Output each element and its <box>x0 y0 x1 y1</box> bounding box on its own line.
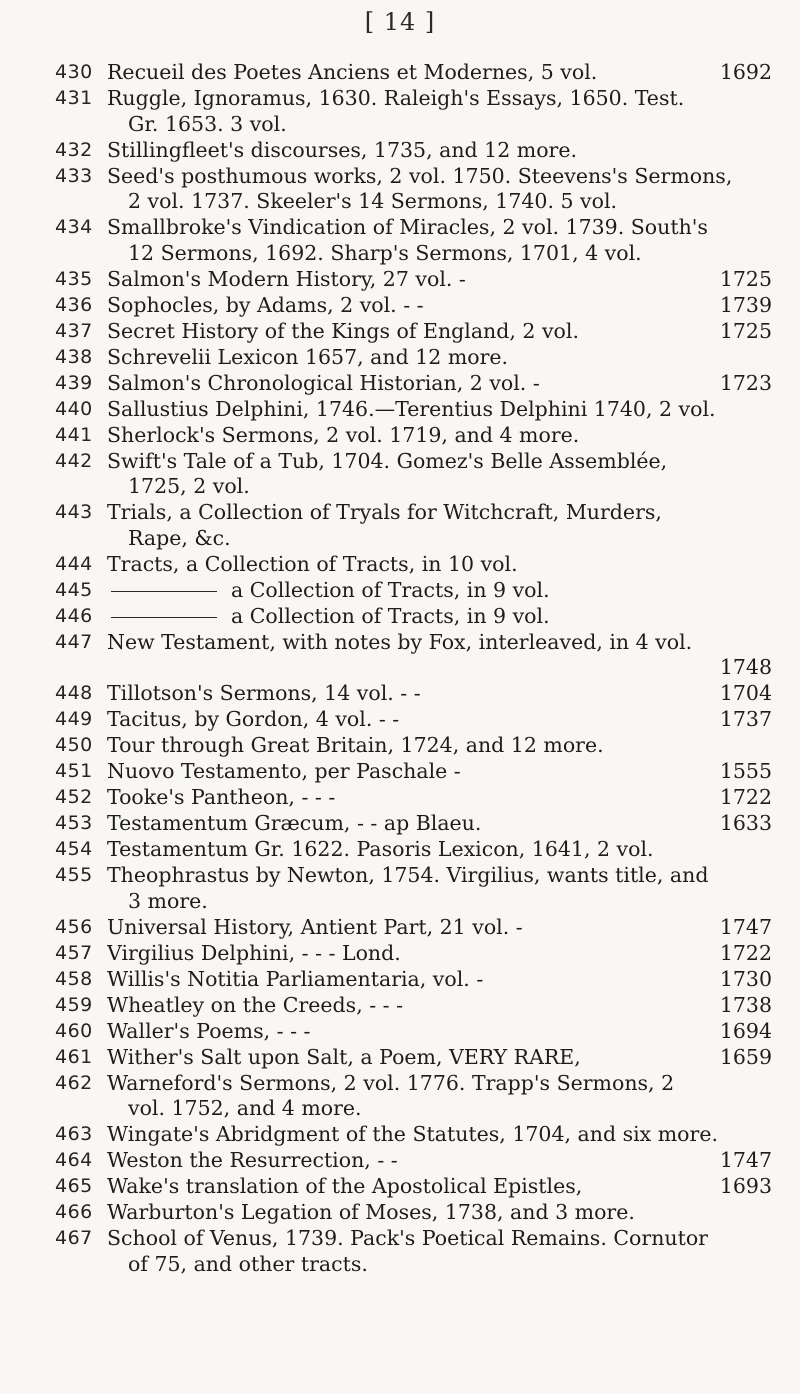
catalogue-entry <box>0 293 800 319</box>
entry-title <box>107 552 772 578</box>
entry-text: 12 Sermons, 1692. Sharp's Sermons, 1701, 4 vol. <box>128 240 642 265</box>
lot-number: 453 <box>55 812 93 834</box>
entry-title <box>107 1148 772 1174</box>
entry-title <box>107 1174 772 1200</box>
catalogue-entry <box>0 1174 800 1200</box>
entry-title <box>107 1200 772 1226</box>
catalogue-entry <box>0 371 800 397</box>
catalogue-entry <box>0 1019 800 1045</box>
lot-number: 430 <box>55 61 93 83</box>
entry-title <box>107 319 772 345</box>
entry-text: Gr. 1653. 3 vol. <box>128 111 287 136</box>
page-number: [ 14 ] <box>364 8 436 36</box>
entry-text: Seed's posthumous works, 2 vol. 1750. Steevens's Sermons, <box>107 163 733 188</box>
entry-text: Wheatley on the Creeds, - - - <box>107 992 404 1017</box>
entry-text: Sallustius Delphini, 1746.—Terentius Delphini 1740, 2 vol. <box>107 396 716 421</box>
entry-continuation <box>128 1096 772 1122</box>
entry-continuation <box>128 1252 772 1278</box>
catalogue-entry <box>0 397 800 423</box>
catalogue-entry <box>0 785 800 811</box>
lot-number: 439 <box>55 371 93 394</box>
entry-date: 1730 <box>714 967 772 993</box>
entry-title <box>107 759 772 785</box>
entry-date: 1725 <box>714 319 772 345</box>
catalogue-entry <box>0 578 800 604</box>
lot-number: 433 <box>55 164 93 187</box>
entry-text: Nuovo Testamento, per Paschale - <box>107 759 461 783</box>
lot-number: 452 <box>55 786 93 808</box>
entry-continuation <box>128 189 772 215</box>
entry-text: Tacitus, by Gordon, 4 vol. - - <box>107 707 400 731</box>
lot-number: 443 <box>55 501 93 523</box>
lot-number: 465 <box>55 1175 93 1197</box>
entry-text: Smallbroke's Vindication of Miracles, 2 vol. 1739. South's <box>107 215 708 239</box>
entry-date: 1738 <box>714 993 772 1019</box>
entry-text: 3 more. <box>128 888 208 913</box>
entry-title <box>107 345 772 371</box>
entry-title <box>107 1045 772 1071</box>
catalogue-entry <box>0 993 800 1019</box>
entry-text: Recueil des Poetes Anciens et Modernes, 5 vol. <box>107 60 598 84</box>
catalogue-entry <box>0 1122 800 1148</box>
entry-text: Wingate's Abridgment of the Statutes, 1704, and six more. <box>107 1122 718 1146</box>
catalogue-entry <box>0 733 800 759</box>
entry-text: Swift's Tale of a Tub, 1704. Gomez's Belle Assemblée, <box>107 448 668 473</box>
catalogue-entry <box>0 630 800 681</box>
entry-text: Tracts, a Collection of Tracts, in 10 vol. <box>107 551 518 576</box>
entry-title <box>107 681 772 707</box>
catalogue-entry <box>0 759 800 785</box>
entry-text: Secret History of the Kings of England, 2 vol. <box>107 318 579 343</box>
catalogue-entry <box>0 941 800 967</box>
entry-text: Testamentum Gr. 1622. Pasoris Lexicon, 1641, 2 vol. <box>107 837 654 861</box>
entry-text: Warburton's Legation of Moses, 1738, and 3 more. <box>107 1200 635 1224</box>
entry-text: vol. 1752, and 4 more. <box>128 1096 362 1120</box>
catalogue-entry <box>0 1045 800 1071</box>
entry-title <box>107 423 772 449</box>
entry-title <box>107 941 772 967</box>
entry-date-line <box>128 655 772 681</box>
entry-date: 1737 <box>714 707 772 733</box>
catalogue-entry <box>0 164 800 215</box>
entry-date: 1725 <box>714 267 772 293</box>
catalogue-entry <box>0 319 800 345</box>
catalogue-entry <box>0 552 800 578</box>
entry-date: 1722 <box>714 785 772 811</box>
entry-text: Waller's Poems, - - - <box>107 1018 311 1043</box>
entry-title <box>107 1122 772 1148</box>
catalogue-entry <box>0 863 800 914</box>
entry-text: Weston the Resurrection, - - <box>107 1148 398 1172</box>
catalogue-entry <box>0 267 800 293</box>
entry-text: Willis's Notitia Parliamentaria, vol. - <box>107 966 484 991</box>
entry-text: Salmon's Modern History, 27 vol. - <box>107 266 466 291</box>
entry-text: of 75, and other tracts. <box>128 1251 368 1276</box>
entry-date: 1747 <box>714 915 772 941</box>
entry-date: 1693 <box>714 1174 772 1200</box>
lot-number: 446 <box>55 604 93 627</box>
lot-number: 440 <box>55 397 93 420</box>
lot-number: 461 <box>55 1045 93 1068</box>
entry-text: School of Venus, 1739. Pack's Poetical Remains. Cornutor <box>107 1226 708 1250</box>
entry-continuation <box>128 889 772 915</box>
entry-continuation <box>128 474 772 500</box>
entry-title <box>107 707 772 733</box>
entry-date: 1747 <box>714 1148 772 1174</box>
entry-text: Wake's translation of the Apostolical Epistles, <box>107 1174 583 1198</box>
entry-title <box>107 967 772 993</box>
catalogue-entry <box>0 86 800 137</box>
entry-date: 1722 <box>714 941 772 967</box>
catalogue-entry <box>0 1200 800 1226</box>
catalogue-entries <box>0 60 800 1278</box>
entry-date: 1555 <box>714 759 772 785</box>
lot-number: 450 <box>55 734 93 756</box>
catalogue-entry <box>0 1071 800 1122</box>
catalogue-entry <box>0 604 800 630</box>
entry-title <box>107 449 772 475</box>
entry-continuation <box>128 241 772 267</box>
entry-text: Tour through Great Britain, 1724, and 12 more. <box>107 733 604 757</box>
entry-text: Universal History, Antient Part, 21 vol. - <box>107 914 523 939</box>
lot-number: 462 <box>55 1071 93 1094</box>
entry-title <box>107 604 772 630</box>
entry-text: 2 vol. 1737. Skeeler's 14 Sermons, 1740. 5 vol. <box>128 189 618 213</box>
lot-number: 455 <box>55 864 93 886</box>
ditto-rule <box>111 617 217 618</box>
entry-text: a Collection of Tracts, in 9 vol. <box>231 603 550 628</box>
lot-number: 435 <box>55 267 93 290</box>
catalogue-entry <box>0 1148 800 1174</box>
entry-title <box>107 215 772 241</box>
entry-title <box>107 397 772 423</box>
entry-text: 1725, 2 vol. <box>128 474 250 498</box>
entry-text: Wither's Salt upon Salt, a Poem, VERY RARE, <box>107 1044 581 1069</box>
entry-title <box>107 267 772 293</box>
entry-text: a Collection of Tracts, in 9 vol. <box>231 577 550 602</box>
lot-number: 434 <box>55 216 93 238</box>
entry-text: New Testament, with notes by Fox, interleaved, in 4 vol. <box>107 629 693 654</box>
ditto-rule <box>111 591 217 592</box>
entry-title <box>107 993 772 1019</box>
catalogue-entry <box>0 1226 800 1277</box>
catalogue-entry <box>0 423 800 449</box>
entry-date: 1633 <box>714 811 772 837</box>
entry-text: Sherlock's Sermons, 2 vol. 1719, and 4 more. <box>107 422 580 447</box>
entry-title <box>107 371 772 397</box>
lot-number: 436 <box>55 293 93 316</box>
entry-text: Ruggle, Ignoramus, 1630. Raleigh's Essays, 1650. Test. <box>107 86 685 110</box>
entry-date: 1692 <box>714 60 772 86</box>
entry-text: Trials, a Collection of Tryals for Witchcraft, Murders, <box>107 500 662 524</box>
lot-number: 460 <box>55 1019 93 1042</box>
entry-text: Rape, &c. <box>128 525 231 550</box>
catalogue-entry <box>0 915 800 941</box>
catalogue-entry <box>0 500 800 551</box>
entry-title <box>107 138 772 164</box>
lot-number: 451 <box>55 760 93 782</box>
entry-date: 1723 <box>714 371 772 397</box>
entry-text: Virgilius Delphini, - - - Lond. <box>107 940 401 965</box>
catalogue-entry <box>0 449 800 500</box>
entry-text: Schrevelii Lexicon 1657, and 12 more. <box>107 344 509 369</box>
entry-date: 1704 <box>714 681 772 707</box>
entry-title <box>107 837 772 863</box>
entry-text: Testamentum Græcum, - - ap Blaeu. <box>107 811 482 835</box>
lot-number: 441 <box>55 423 93 446</box>
lot-number: 437 <box>55 319 93 342</box>
lot-number: 447 <box>55 630 93 653</box>
entry-title <box>107 915 772 941</box>
lot-number: 442 <box>55 449 93 472</box>
lot-number: 464 <box>55 1149 93 1171</box>
entry-text: Tooke's Pantheon, - - - <box>107 785 336 809</box>
entry-continuation <box>128 526 772 552</box>
catalogue-entry <box>0 837 800 863</box>
lot-number: 466 <box>55 1201 93 1223</box>
lot-number: 458 <box>55 967 93 990</box>
entry-title <box>107 293 772 319</box>
catalogue-entry <box>0 345 800 371</box>
entry-continuation <box>128 112 772 138</box>
lot-number: 445 <box>55 578 93 601</box>
entry-title <box>107 1071 772 1097</box>
entry-text: Tillotson's Sermons, 14 vol. - - <box>107 681 421 705</box>
entry-date: 1748 <box>714 655 772 681</box>
entry-text: Sophocles, by Adams, 2 vol. - - <box>107 292 424 317</box>
entry-title <box>107 630 772 656</box>
lot-number: 467 <box>55 1227 93 1249</box>
catalogue-entry <box>0 138 800 164</box>
lot-number: 449 <box>55 708 93 730</box>
lot-number: 459 <box>55 993 93 1016</box>
catalogue-entry <box>0 707 800 733</box>
catalogue-entry <box>0 215 800 266</box>
catalogue-entry <box>0 681 800 707</box>
lot-number: 448 <box>55 682 93 704</box>
lot-number: 457 <box>55 941 93 964</box>
lot-number: 463 <box>55 1123 93 1145</box>
entry-title <box>107 863 772 889</box>
entry-date: 1694 <box>714 1019 772 1045</box>
lot-number: 454 <box>55 838 93 860</box>
entry-title <box>107 60 772 86</box>
lot-number: 456 <box>55 915 93 938</box>
lot-number: 438 <box>55 345 93 368</box>
entry-text: Stillingfleet's discourses, 1735, and 12 more. <box>107 137 578 162</box>
entry-date: 1739 <box>714 293 772 319</box>
lot-number: 432 <box>55 138 93 161</box>
catalogue-entry <box>0 60 800 86</box>
entry-title <box>107 1019 772 1045</box>
entry-text: Warneford's Sermons, 2 vol. 1776. Trapp's Sermons, 2 <box>107 1070 675 1095</box>
entry-text: Theophrastus by Newton, 1754. Virgilius, wants title, and <box>107 863 709 887</box>
entry-title <box>107 578 772 604</box>
entry-text: Salmon's Chronological Historian, 2 vol. - <box>107 370 540 395</box>
entry-title <box>107 164 772 190</box>
lot-number: 431 <box>55 87 93 109</box>
entry-title <box>107 785 772 811</box>
entry-date: 1659 <box>714 1045 772 1071</box>
entry-title <box>107 500 772 526</box>
entry-title <box>107 86 772 112</box>
entry-title <box>107 733 772 759</box>
entry-title <box>107 1226 772 1252</box>
catalogue-entry <box>0 811 800 837</box>
lot-number: 444 <box>55 552 93 575</box>
catalogue-entry <box>0 967 800 993</box>
entry-title <box>107 811 772 837</box>
